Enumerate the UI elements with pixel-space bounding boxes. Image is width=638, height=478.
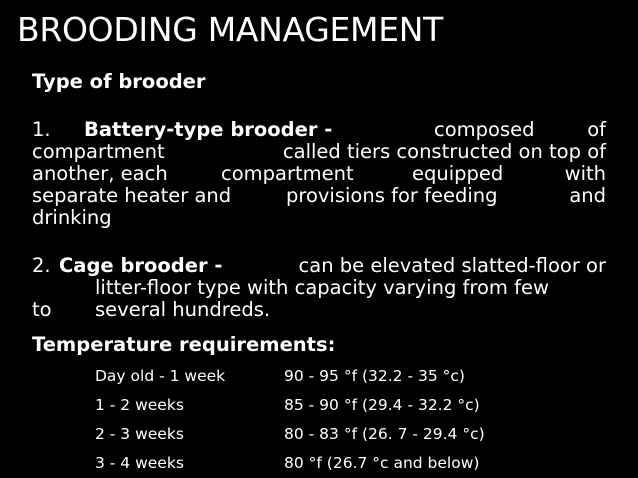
- paragraph-line: [32, 141, 606, 163]
- temperature-row: [95, 420, 515, 449]
- age-range: 2 - 3 weeks: [95, 425, 184, 443]
- text-segment: another, each: [32, 162, 168, 185]
- text-segment: with: [564, 162, 606, 185]
- text-segment: provisions for feeding: [286, 184, 498, 207]
- temperature-row: [95, 449, 515, 478]
- temperature-range: 80 - 83 °f (26. 7 - 29.4 °c): [284, 425, 485, 443]
- age-range: Day old - 1 week: [95, 367, 226, 385]
- paragraph-line: [32, 185, 606, 207]
- text-segment: compartment: [221, 162, 354, 185]
- paragraph-line: [32, 163, 606, 185]
- temperature-row: [95, 362, 515, 391]
- paragraph-line: [32, 119, 606, 141]
- brooder-item-battery: [32, 119, 606, 229]
- text-word: of: [587, 118, 606, 141]
- text-segment: litter-floor type with capacity varying from few: [95, 276, 549, 299]
- slide-title: BROODING MANAGEMENT: [17, 10, 444, 49]
- age-range: 3 - 4 weeks: [95, 454, 184, 472]
- item-number: 1.: [32, 118, 51, 141]
- paragraph-line: [32, 277, 606, 299]
- item-term: Battery-type brooder -: [84, 118, 333, 141]
- temperature-range: 80 °f (26.7 °c and below): [284, 454, 480, 472]
- text-segment: compartment: [32, 140, 165, 163]
- section-heading-brooder-type: Type of brooder: [32, 70, 206, 93]
- temperature-row: [95, 391, 515, 420]
- section-heading-temperature: Temperature requirements:: [32, 333, 336, 356]
- temperature-range: 85 - 90 °f (29.4 - 32.2 °c): [284, 396, 480, 414]
- paragraph-line: [32, 207, 606, 229]
- age-range: 1 - 2 weeks: [95, 396, 184, 414]
- text-word: composed: [434, 118, 535, 141]
- text-segment: can be elevated slatted-floor or: [298, 254, 606, 277]
- temperature-table: [95, 362, 515, 478]
- item-number: 2.: [32, 254, 51, 277]
- paragraph-line: [32, 299, 606, 321]
- text-segment: called tiers constructed on top of: [282, 140, 606, 163]
- temperature-range: 90 - 95 °f (32.2 - 35 °c): [284, 367, 465, 385]
- brooder-item-cage: [32, 255, 606, 321]
- item-term: Cage brooder -: [59, 254, 223, 277]
- text-segment: to: [32, 298, 52, 321]
- text-segment: and: [569, 184, 606, 207]
- text-segment: separate heater and: [32, 184, 232, 207]
- text-segment: several hundreds.: [95, 298, 271, 321]
- text-segment: equipped: [412, 162, 504, 185]
- paragraph-line: [32, 255, 606, 277]
- text-segment: drinking: [32, 206, 112, 229]
